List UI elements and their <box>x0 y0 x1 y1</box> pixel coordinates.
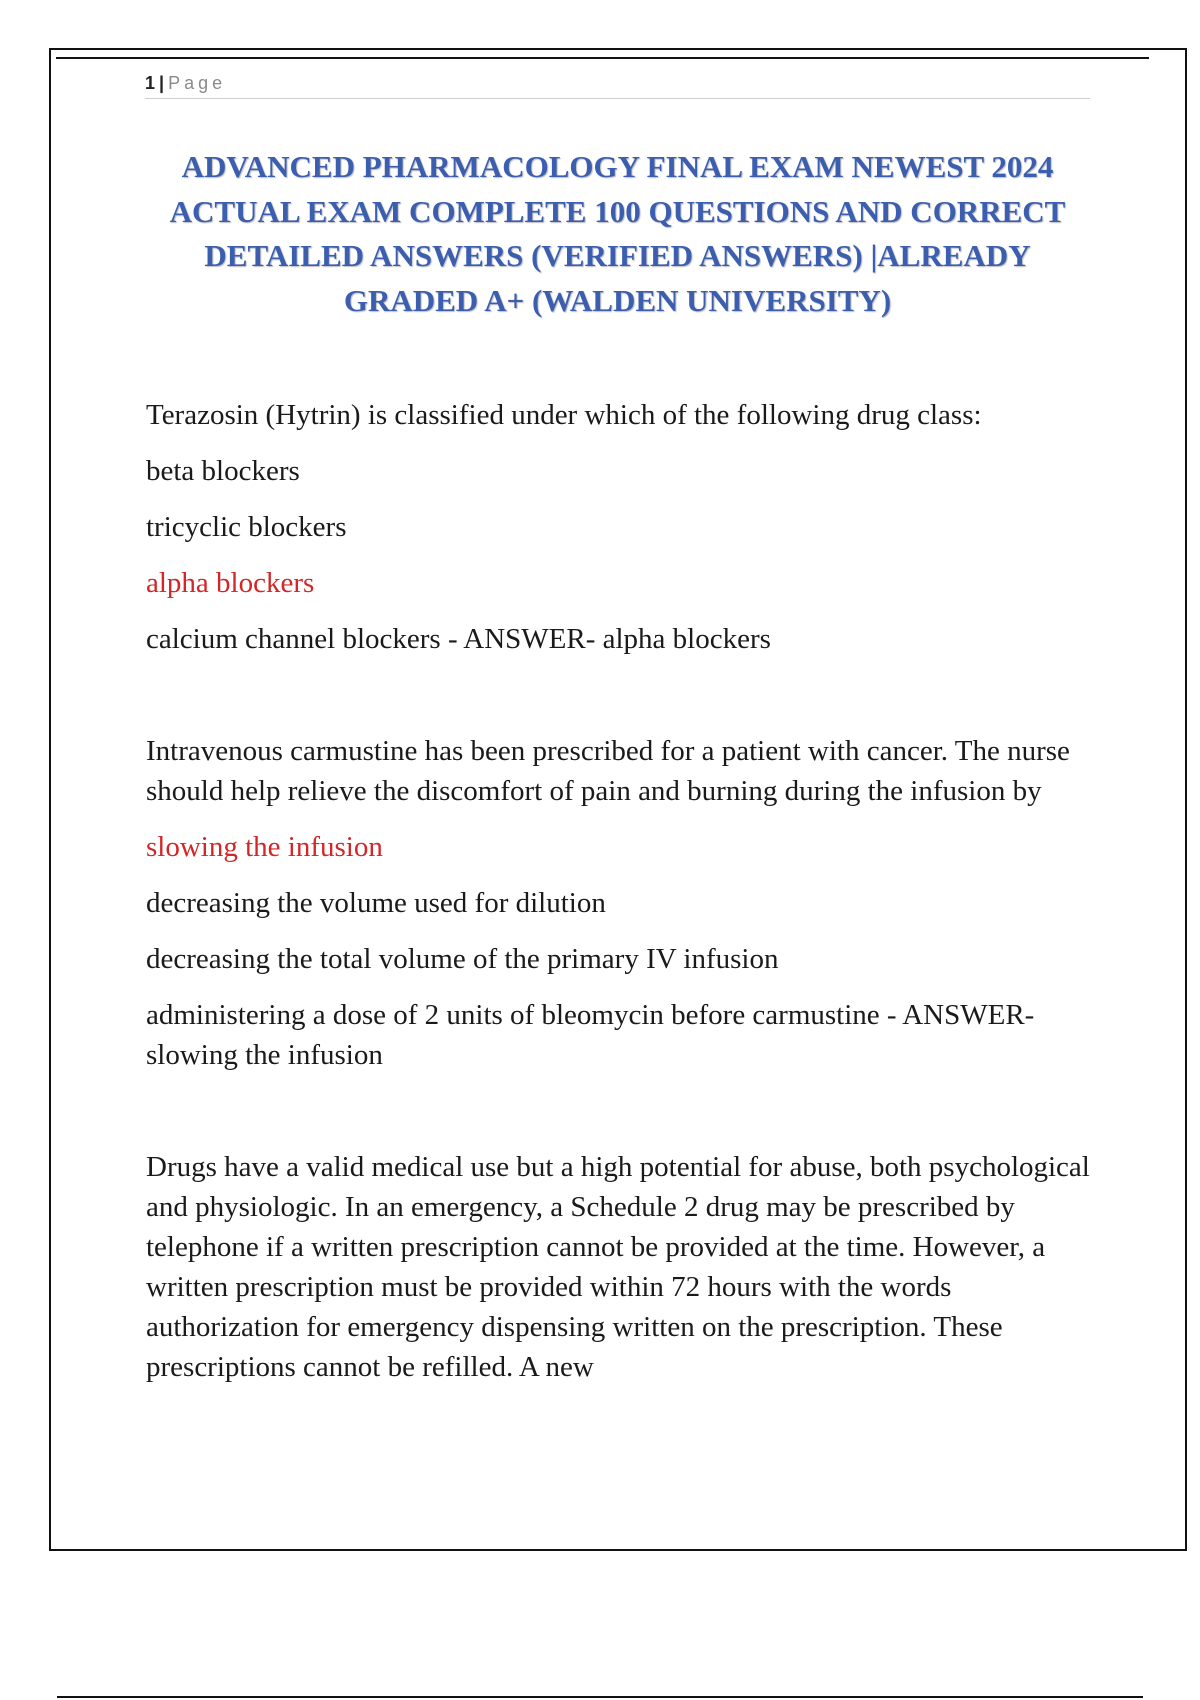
question-block-2 <box>146 731 1091 1075</box>
answer-option: administering a dose of 2 units of bleomycin before carmustine - ANSWER- slowing the infusion <box>146 999 1035 1071</box>
page-number: 1 <box>145 73 156 93</box>
top-rule <box>56 57 1149 59</box>
page-header <box>145 73 1090 99</box>
document-body <box>146 395 1091 1387</box>
answer-option: calcium channel blockers - ANSWER- alpha blockers <box>146 623 771 655</box>
question-block-1 <box>146 395 1091 659</box>
answer-option: beta blockers <box>146 455 300 487</box>
explanation-paragraph: Drugs have a valid medical use but a high potential for abuse, both psychological and physiologic. In an emergency, a Schedule 2 drug may be prescribed by telephone if a written prescription cannot be provided at the time. However, a written prescription must be provided within 72 hours with the words authorization for emergency dispensing written on the prescription. These prescriptions cannot be refilled. A new <box>146 1151 1090 1383</box>
document-title: ADVANCED PHARMACOLOGY FINAL EXAM NEWEST 2024 ACTUAL EXAM COMPLETE 100 QUESTIONS AND CORRECT DETAILED ANSWERS (VERIFIED ANSWERS) |ALREADY GRADED A+ (WALDEN UNIVERSITY) <box>169 149 1066 318</box>
question-text: Intravenous carmustine has been prescribed for a patient with cancer. The nurse should help relieve the discomfort of pain and burning during the infusion by <box>146 735 1070 807</box>
page-label: Page <box>168 73 227 93</box>
correct-answer-option: alpha blockers <box>146 567 315 599</box>
correct-answer-option: slowing the infusion <box>146 831 383 863</box>
question-text: Terazosin (Hytrin) is classified under which of the following drug class: <box>146 399 982 431</box>
answer-option: decreasing the total volume of the primary IV infusion <box>146 943 779 975</box>
answer-option: tricyclic blockers <box>146 511 347 543</box>
page-separator: | <box>159 73 165 93</box>
answer-option: decreasing the volume used for dilution <box>146 887 606 919</box>
bottom-rule <box>57 1696 1143 1698</box>
